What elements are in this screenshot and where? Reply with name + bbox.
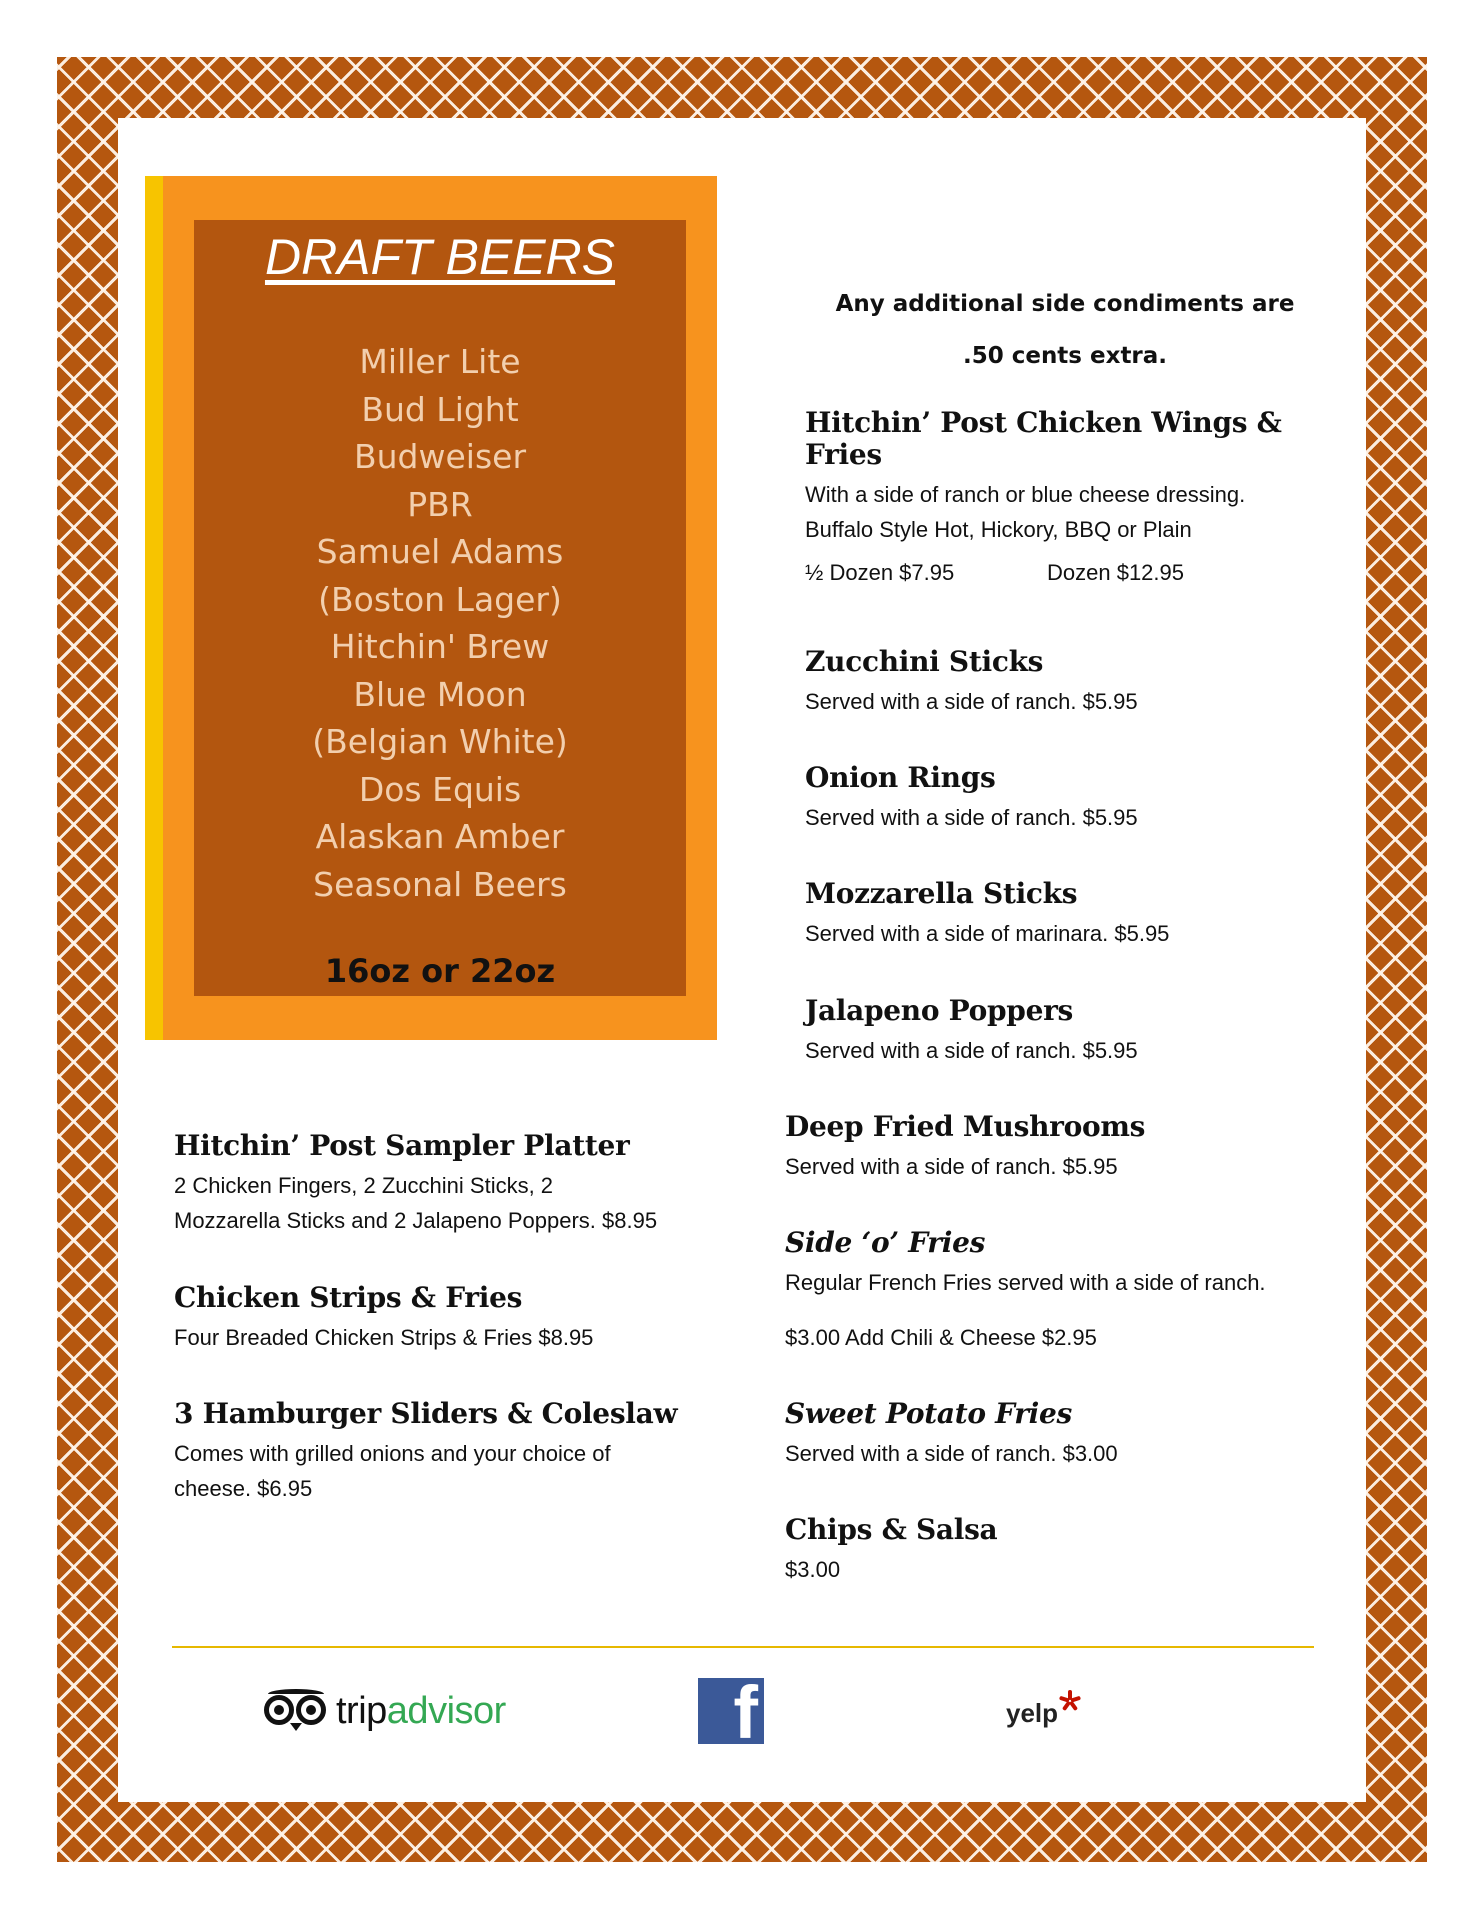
beer-item: Seasonal Beers [313,864,567,904]
item-description: $3.00 [785,1557,841,1582]
item-name: Hitchin’ Post Chicken Wings & Fries [805,406,1282,471]
facebook-icon[interactable] [698,1678,764,1744]
beer-item: PBR [407,484,473,524]
beer-item: (Belgian White) [312,722,568,761]
beer-item: Hitchin' Brew [330,627,550,666]
condiments-line-1: Any additional side condiments are [835,291,1295,317]
draft-beers-title: DRAFT BEERS [264,229,616,285]
item-desc-line: $3.00 Add Chili & Cheese $2.95 [785,1325,1097,1350]
wings-prices [805,560,1305,590]
yelp-logo[interactable] [1006,1690,1081,1729]
footer-divider [172,1646,1314,1648]
beer-item: Budweiser [353,437,527,476]
facebook-glyph: f [733,1678,758,1744]
beer-item: Samuel Adams [316,532,564,571]
item-description: Four Breaded Chicken Strips & Fries $8.95 [174,1325,594,1350]
beer-item: Alaskan Amber [315,817,565,856]
menu-item-sampler [174,1130,734,1238]
item-desc-line: Comes with grilled onions and your choice of [174,1441,611,1466]
menu-item-onion-rings [805,762,1305,835]
item-description: Served with a side of ranch. $5.95 [785,1154,1118,1179]
beer-item: Bud Light [361,389,519,429]
item-name: Zucchini Sticks [805,645,1044,678]
item-description [805,477,1305,547]
tripadvisor-logo[interactable] [262,1686,506,1736]
item-description [785,1265,1345,1355]
menu-item-mushrooms [785,1111,1325,1184]
menu-item-chicken-strips [174,1282,734,1355]
menu-item-zucchini [805,646,1305,719]
item-description [174,1436,734,1506]
item-name: Hitchin’ Post Sampler Platter [174,1129,630,1162]
tripadvisor-advisor: advisor [386,1689,506,1732]
menu-item-wings [805,407,1305,590]
item-desc-line: With a side of ranch or blue cheese dressing. [805,482,1246,507]
item-description [174,1168,734,1238]
menu-item-sweet-potato [785,1398,1325,1471]
item-name: Jalapeno Poppers [805,994,1074,1027]
menu-item-side-fries [785,1227,1345,1355]
menu-item-sliders [174,1398,734,1506]
item-desc-line: Regular French Fries served with a side of ranch. [785,1270,1266,1295]
tripadvisor-wordmark [336,1690,506,1733]
tripadvisor-trip: trip [336,1689,387,1732]
yelp-burst-icon [1059,1690,1081,1712]
menu-item-mozzarella [805,878,1305,951]
item-name: Chips & Salsa [785,1513,998,1546]
item-name: Sweet Potato Fries [785,1397,1073,1430]
item-name: Side ‘o’ Fries [785,1226,986,1259]
item-desc-line: cheese. $6.95 [174,1476,313,1501]
item-desc-line: Buffalo Style Hot, Hickory, BBQ or Plain [805,517,1192,542]
item-name: Mozzarella Sticks [805,877,1078,910]
tripadvisor-owl-icon [262,1689,330,1733]
beer-item: Dos Equis [358,769,522,809]
item-description: Served with a side of ranch. $5.95 [805,1038,1138,1063]
item-description: Served with a side of ranch. $5.95 [805,805,1138,830]
item-name: Deep Fried Mushrooms [785,1110,1146,1143]
menu-item-chips-salsa [785,1514,1325,1587]
yelp-wordmark: yelp [1006,1698,1059,1728]
item-name: 3 Hamburger Sliders & Coleslaw [174,1397,678,1430]
draft-beers-list [194,338,686,908]
beer-item: Miller Lite [359,342,521,381]
item-desc-line: Mozzarella Sticks and 2 Jalapeno Poppers. $8.95 [174,1208,658,1233]
item-description: Served with a side of ranch. $5.95 [805,689,1138,714]
beer-item: Blue Moon [353,674,527,714]
price-dozen: Dozen $12.95 [1047,560,1184,585]
menu-item-jalapeno [805,995,1305,1068]
item-description: Served with a side of marinara. $5.95 [805,921,1170,946]
condiments-note [795,278,1335,382]
item-description: Served with a side of ranch. $3.00 [785,1441,1118,1466]
beer-item: (Boston Lager) [318,579,562,619]
draft-beers-panel [194,220,686,996]
condiments-line-2: .50 cents extra. [962,343,1168,369]
item-desc-line: 2 Chicken Fingers, 2 Zucchini Sticks, 2 [174,1173,554,1198]
item-name: Chicken Strips & Fries [174,1281,523,1314]
item-name: Onion Rings [805,761,996,794]
price-half-dozen: ½ Dozen $7.95 [805,560,955,585]
beer-sizes: 16oz or 22oz [324,952,556,990]
